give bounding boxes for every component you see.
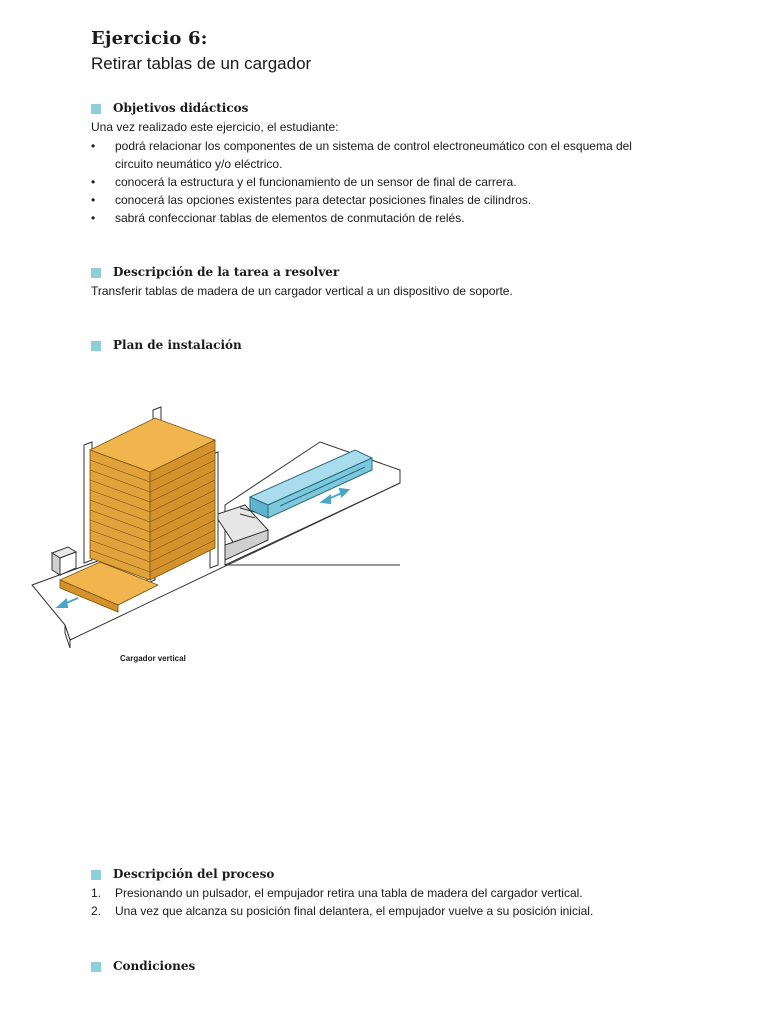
section-process-heading: [91, 867, 274, 881]
step-text: Presionando un pulsador, el empujador retira una tabla de madera del cargador vertical.: [115, 886, 583, 900]
section-conditions-heading: [91, 959, 195, 973]
wooden-boards-stack: [90, 418, 215, 580]
step-number: 1.: [91, 886, 102, 900]
task-description: Transferir tablas de madera de un cargador vertical a un dispositivo de soporte.: [91, 284, 513, 298]
section-installation-heading: [91, 338, 242, 352]
section-marker-square: [91, 870, 101, 880]
section-label: Descripción de la tarea a resolver: [113, 265, 340, 279]
exercise-title: Ejercicio 6:: [91, 28, 208, 49]
exercise-subtitle: Retirar tablas de un cargador: [91, 54, 312, 73]
process-steps-list: [91, 884, 691, 920]
list-item: • conocerá las opciones existentes para detectar posiciones finales de cilindros.: [91, 191, 651, 209]
list-item: • conocerá la estructura y el funcionamiento de un sensor de final de carrera.: [91, 173, 651, 191]
objectives-list: [91, 137, 651, 227]
figure-caption: Cargador vertical: [120, 654, 186, 663]
section-label: Objetivos didácticos: [113, 101, 249, 115]
step-text: Una vez que alcanza su posición final delantera, el empujador vuelve a su posición inicial.: [115, 904, 594, 918]
section-label: Plan de instalación: [113, 338, 242, 352]
section-marker-square: [91, 104, 101, 114]
section-label: Descripción del proceso: [113, 867, 275, 881]
step-number: 2.: [91, 904, 102, 918]
installation-diagram: [0, 395, 420, 655]
section-marker-square: [91, 962, 101, 972]
section-task-heading: [91, 265, 339, 279]
list-item: • sabrá confeccionar tablas de elementos de conmutación de relés.: [91, 209, 651, 227]
list-item: [91, 902, 691, 920]
list-item: • podrá relacionar los componentes de un sistema de control electroneumático con el esquema del circuito neumático y/o eléctrico.: [91, 137, 651, 173]
section-label: Condiciones: [113, 959, 196, 973]
section-marker-square: [91, 341, 101, 351]
section-marker-square: [91, 268, 101, 278]
objectives-intro: Una vez realizado este ejercicio, el estudiante:: [91, 120, 339, 134]
list-item: [91, 884, 691, 902]
section-objectives-heading: [91, 101, 248, 115]
